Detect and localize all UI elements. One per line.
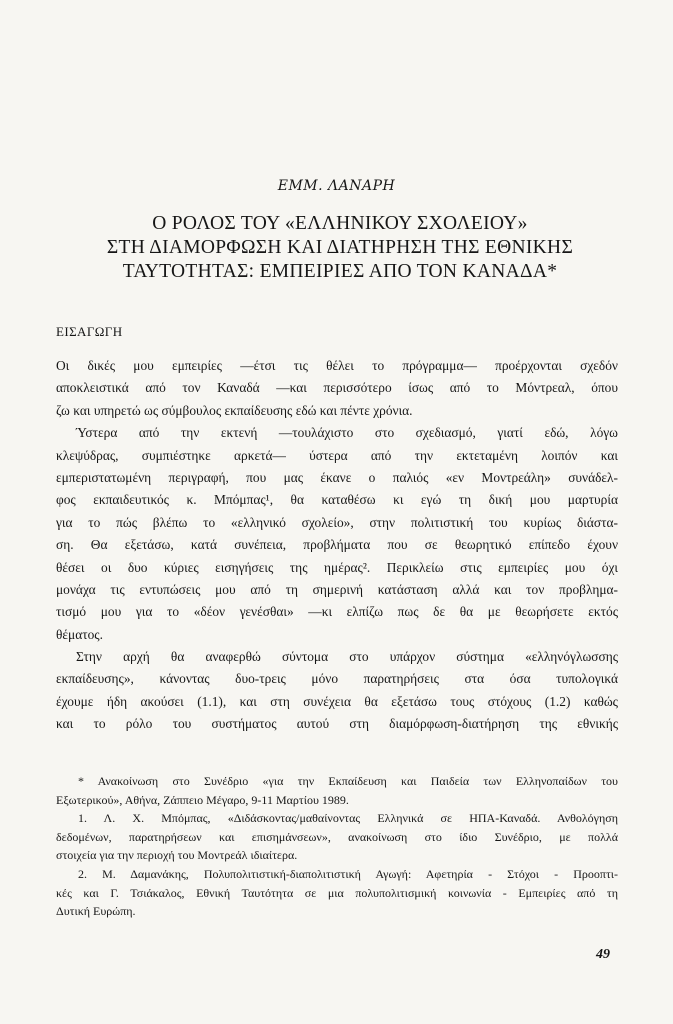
footnote-line: 2. Μ. Δαμανάκης, Πολυπολιτιστική-διαπολιτιστική Αγωγή: Αφετηρία - Στόχοι - Προοπτι-: [78, 866, 618, 881]
author-name: ΕΜΜ. ΛΑΝΑΡΗ: [277, 178, 396, 194]
footnote-line: στοιχεία για την περιοχή του Μοντρεάλ ιδιαίτερα.: [56, 848, 298, 863]
body-line: εκπαίδευσης», κάνοντας δυο-τρεις μόνο παρατηρήσεις στα όσα τυπολογικά: [56, 671, 618, 687]
body-line: μονάχα τις εντυπώσεις μου από τη σημερινή κατάσταση αλλά και τον προβλημα-: [56, 581, 618, 597]
page-number: 49: [596, 947, 610, 962]
body-line: κλεψύδρας, συμπιέστηκε αρκετά— ύστερα από την εκτεταμένη λοιπόν και: [56, 447, 618, 463]
body-line: ση. Θα εξετάσω, κατά συνέπεια, προβλήματα που σε θεωρητικό επίπεδο έχουν: [56, 537, 618, 553]
body-line: Στην αρχή θα αναφερθώ σύντομα στο υπάρχον σύστημα «ελληνόγλωσσης: [76, 649, 618, 665]
title-line: Ο ΡΟΛΟΣ ΤΟΥ «ΕΛΛΗΝΙΚΟΥ ΣΧΟΛΕΙΟΥ»: [152, 213, 528, 234]
footnote-line: κές και Γ. Τσιάκαλος, Εθνική Ταυτότητα σε μια πολυπολιτισμική κοινωνία - Εμπειρίες από τη: [56, 885, 618, 900]
footnote-line: Δυτική Ευρώπη.: [56, 904, 136, 919]
body-line: έχουμε ήδη ακούσει (1.1), και στη συνέχεια θα εξετάσω τους στόχους (1.2) καθώς: [56, 693, 618, 709]
body-line: ζω και υπηρετώ ως σύμβουλος εκπαίδευσης εδώ και πέντε χρόνια.: [56, 402, 413, 418]
body-line: αποκλειστικά από τον Καναδά —και περισσότερο ίσως από το Μόντρεαλ, όπου: [56, 380, 618, 396]
body-line: φος εκπαιδευτικός κ. Μπόμπας¹, θα καταθέσω κι εγώ τη δική μου μαρτυρία: [56, 492, 618, 508]
body-line: Ύστερα από την εκτενή —τουλάχιστο στο σχεδιασμό, γιατί εδώ, λόγω: [76, 425, 618, 441]
body-text: [56, 355, 618, 736]
body-line: θέματος.: [56, 626, 103, 642]
footnote-line: δεδομένων, παρατηρήσεων και επισημάνσεων», ανακοίνωση στο ίδιο Συνέδριο, με πολλά: [56, 829, 618, 844]
footnote-line: * Ανακοίνωση στο Συνέδριο «για την Εκπαίδευση και Παιδεία των Ελληνοπαίδων του: [78, 774, 618, 788]
body-line: για το πώς βλέπω το «ελληνικό σχολείο», στην πολιτιστική του κυρίως διάστα-: [56, 514, 618, 530]
body-line: εμπεριστατωμένη περιγραφή, που μας έκανε ο παλιός «εν Μοντρεάλη» συνάδελ-: [56, 469, 618, 485]
body-line: τισμό μου για το «δέον γενέσθαι» —κι ελπίζω πως δε θα με θεωρήσετε εκτός: [56, 604, 618, 620]
body-line: Οι δικές μου εμπειρίες —έτσι τις θέλει το πρόγραμμα— προέρχονται σχεδόν: [56, 358, 618, 373]
body-line: και το ρόλο του συστήματος αυτού στη διαμόρφωση-διατήρηση της εθνικής: [56, 716, 618, 732]
title-line: ΤΑΥΤΟΤΗΤΑΣ: ΕΜΠΕΙΡΙΕΣ ΑΠΟ ΤΟΝ ΚΑΝΑΔΑ*: [122, 261, 558, 282]
section-heading: ΕΙΣΑΓΩΓΗ: [56, 324, 123, 339]
footnotes: [56, 772, 618, 921]
article-title: [40, 212, 640, 284]
footnote-line: Εξωτερικού», Αθήνα, Ζάππειο Μέγαρο, 9-11 Μαρτίου 1989.: [56, 792, 349, 807]
title-line: ΣΤΗ ΔΙΑΜΟΡΦΩΣΗ ΚΑΙ ΔΙΑΤΗΡΗΣΗ ΤΗΣ ΕΘΝΙΚΗΣ: [106, 237, 574, 258]
body-line: θέσει οι δυο κύριες εισηγήσεις της ημέρας². Περικλείω στις εμπειρίες μου όχι: [56, 559, 618, 575]
footnote-line: 1. Λ. Χ. Μπόμπας, «Διδάσκοντας/μαθαίνοντας Ελληνικά σε ΗΠΑ-Καναδά. Ανθολόγηση: [78, 811, 618, 826]
